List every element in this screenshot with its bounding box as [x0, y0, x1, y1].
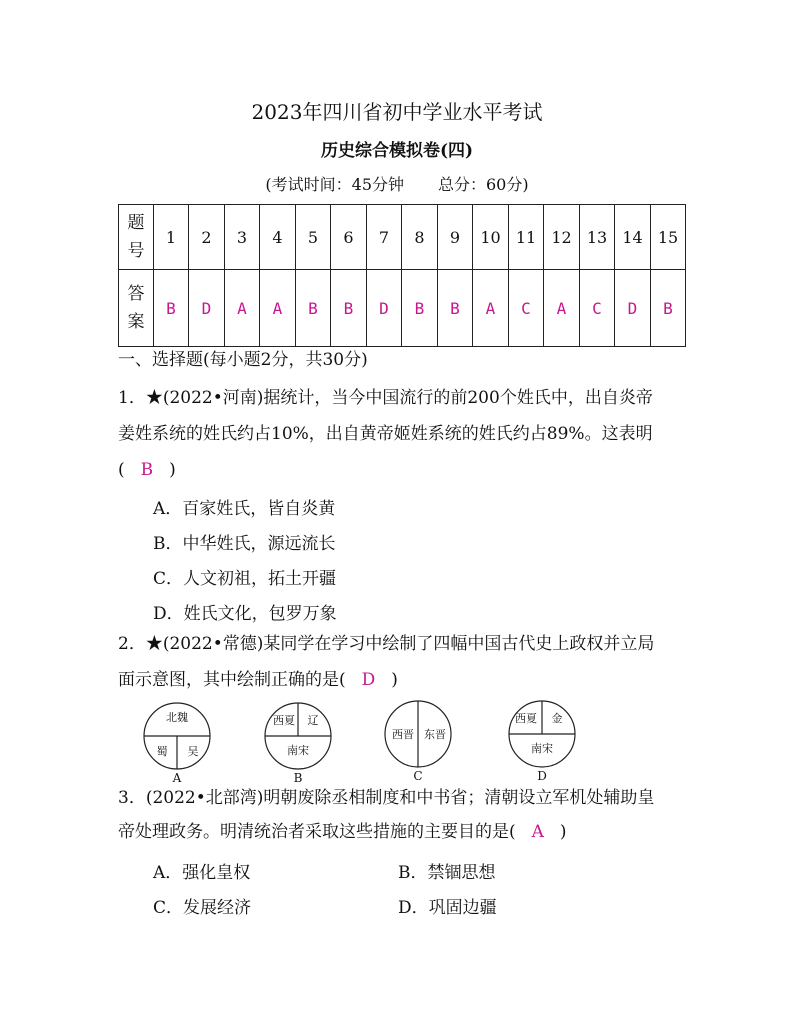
- question-number: 1: [154, 205, 189, 270]
- diagram-a-region: 吴: [187, 745, 199, 758]
- diagram-c-region: 西晋: [392, 728, 414, 741]
- diagram-d-region: 西夏: [515, 712, 537, 725]
- q3-answer: A: [531, 822, 544, 842]
- answer-cell: B: [154, 270, 189, 347]
- q2-stem-line2: 面示意图，其中绘制正确的是( D ): [118, 670, 398, 690]
- exam-subtitle: 历史综合模拟卷(四): [320, 141, 474, 161]
- answer-cell: B: [402, 270, 438, 347]
- q1-option-c: C．人文初祖，拓土开疆: [153, 569, 337, 589]
- diagram-b-region: 南宋: [287, 744, 309, 757]
- q3-option-c: C．发展经济: [153, 898, 252, 918]
- answer-cell: C: [580, 270, 615, 347]
- q1-option-d: D．姓氏文化，包罗万象: [153, 604, 337, 624]
- q3-stem-line1: 3．(2022•北部湾)明朝废除丞相制度和中书省；清朝设立军机处辅助皇: [118, 788, 655, 808]
- q1-answer-bracket: ( B ): [118, 460, 176, 480]
- q1-answer: B: [140, 460, 154, 480]
- q1-stem-line1: 1．★(2022•河南)据统计，当今中国流行的前200个姓氏中，出自炎帝: [118, 388, 653, 408]
- question-number: 3: [225, 205, 260, 270]
- exam-title: 2023年四川省初中学业水平考试: [251, 100, 543, 124]
- diagram-a-label: A: [172, 771, 182, 785]
- question-number: 11: [509, 205, 544, 270]
- question-number: 5: [296, 205, 331, 270]
- answer-cell: C: [509, 270, 544, 347]
- question-number: 14: [615, 205, 651, 270]
- q1-stem-line2: 姜姓系统的姓氏约占10%，出自黄帝姬姓系统的姓氏约占89%。这表明: [118, 424, 653, 444]
- q3-stem-line2: 帝处理政务。明清统治者采取这些措施的主要目的是( A ): [118, 822, 567, 842]
- q2-stem-line1: 2．★(2022•常德)某同学在学习中绘制了四幅中国古代史上政权并立局: [118, 634, 655, 654]
- answer-cell: B: [296, 270, 331, 347]
- q1-option-a: A．百家姓氏，皆自炎黄: [153, 499, 336, 519]
- diagram-b-region: 西夏: [273, 714, 295, 727]
- question-number: 6: [331, 205, 367, 270]
- exam-time: (考试时间：45分钟: [265, 175, 404, 194]
- q3-option-a: A．强化皇权: [153, 863, 251, 883]
- answer-cell: D: [367, 270, 402, 347]
- row-header-answer: 答 案: [119, 270, 154, 347]
- answer-cell: B: [438, 270, 473, 347]
- diagram-d-region: 南宋: [531, 742, 553, 755]
- question-number: 10: [473, 205, 509, 270]
- question-number: 2: [189, 205, 225, 270]
- question-number: 13: [580, 205, 615, 270]
- diagram-b-region: 辽: [307, 714, 319, 727]
- diagram-a-region: 蜀: [156, 745, 168, 758]
- answer-cell: B: [331, 270, 367, 347]
- answer-cell: A: [260, 270, 296, 347]
- row-header-number: 题 号: [119, 205, 154, 270]
- exam-score: 总分：60分): [438, 175, 529, 194]
- question-number: 15: [651, 205, 686, 270]
- answer-cell: D: [615, 270, 651, 347]
- answer-cell: D: [189, 270, 225, 347]
- answer-cell: A: [473, 270, 509, 347]
- diagram-c-label: C: [413, 769, 423, 783]
- section-title: 一、选择题(每小题2分，共30分): [118, 350, 368, 370]
- diagram-a-region: 北魏: [166, 711, 188, 724]
- q1-option-b: B．中华姓氏，源远流长: [153, 534, 336, 554]
- answer-cell: A: [544, 270, 580, 347]
- diagram-c-region: 东晋: [424, 728, 446, 741]
- question-number: 12: [544, 205, 580, 270]
- diagram-d-label: D: [537, 769, 547, 783]
- answer-cell: B: [651, 270, 686, 347]
- question-number: 7: [367, 205, 402, 270]
- q3-option-b: B．禁锢思想: [398, 863, 496, 883]
- answer-cell: A: [225, 270, 260, 347]
- diagram-d-region: 金: [551, 712, 563, 725]
- question-number: 9: [438, 205, 473, 270]
- diagram-b-label: B: [293, 771, 303, 785]
- question-number: 8: [402, 205, 438, 270]
- q2-answer: D: [361, 670, 376, 690]
- q3-option-d: D．巩固边疆: [398, 898, 497, 918]
- question-number: 4: [260, 205, 296, 270]
